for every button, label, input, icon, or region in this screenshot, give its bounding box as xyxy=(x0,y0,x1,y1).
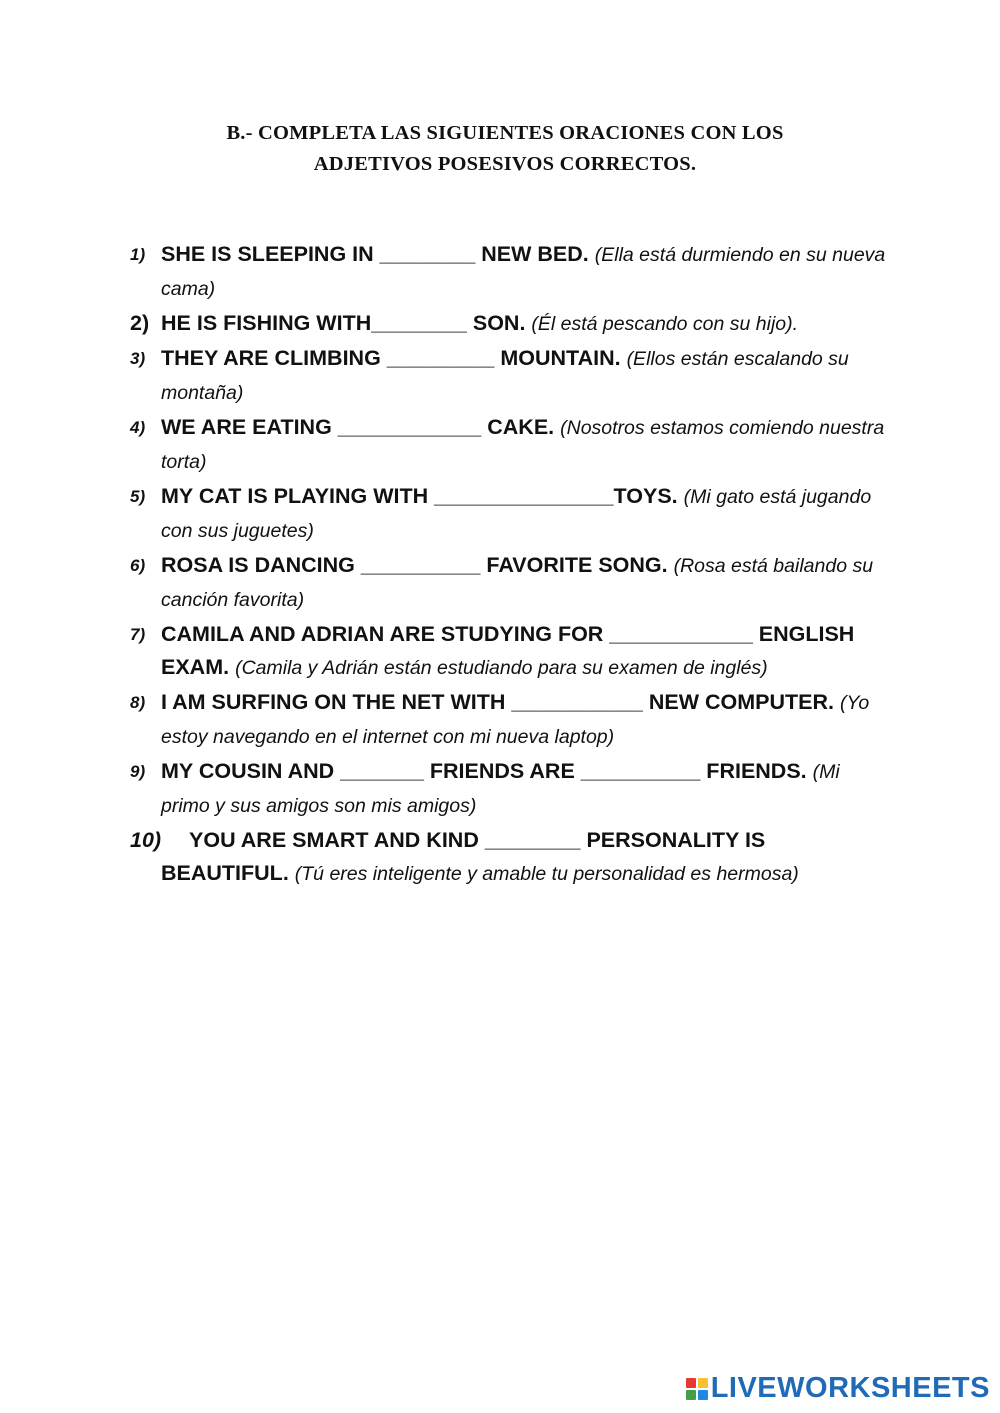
exercise-item-6 xyxy=(130,549,890,617)
exercise-item-3 xyxy=(130,342,890,410)
title-line-2: ADJETIVOS POSESIVOS CORRECTOS. xyxy=(313,153,697,175)
logo-mark-cell xyxy=(686,1390,696,1400)
exercise-item-8 xyxy=(130,686,890,754)
exercise-item-9 xyxy=(130,755,890,823)
item-translation: (Él está pescando con su hijo). xyxy=(531,313,799,335)
item-number: 2) xyxy=(130,311,150,335)
exercise-item-1 xyxy=(130,238,890,306)
page-title xyxy=(0,118,1000,180)
item-translation: (Tú eres inteligente y amable tu personalidad es hermosa) xyxy=(294,863,799,885)
item-translation: (Yo estoy navegando en el internet con mi nueva laptop) xyxy=(161,692,870,748)
item-number: 10) xyxy=(130,828,162,852)
exercise-item-10 xyxy=(130,824,890,891)
item-sentence: CAMILA AND ADRIAN ARE STUDYING FOR ____________ ENGLISH EXAM. xyxy=(161,622,855,679)
item-translation: (Ella está durmiendo en su nueva cama) xyxy=(161,244,886,300)
item-sentence: YOU ARE SMART AND KIND ________ PERSONALITY IS BEAUTIFUL. xyxy=(161,828,766,885)
item-translation: (Mi primo y sus amigos son mis amigos) xyxy=(161,761,840,817)
exercise-list xyxy=(130,238,890,892)
item-number: 8) xyxy=(130,693,146,712)
logo-mark-cell xyxy=(698,1378,708,1388)
exercise-item-4 xyxy=(130,411,890,479)
item-translation: (Rosa está bailando su canción favorita) xyxy=(161,555,874,611)
logo-mark-cell xyxy=(686,1378,696,1388)
item-number: 4) xyxy=(130,418,146,437)
item-sentence: THEY ARE CLIMBING _________ MOUNTAIN. xyxy=(161,346,621,370)
exercise-item-5 xyxy=(130,480,890,548)
logo-mark-cell xyxy=(698,1390,708,1400)
exercise-item-7 xyxy=(130,618,890,685)
item-number: 6) xyxy=(130,556,146,575)
item-number: 5) xyxy=(130,487,146,506)
item-number: 3) xyxy=(130,349,146,368)
item-sentence: ROSA IS DANCING __________ FAVORITE SONG. xyxy=(161,553,668,577)
item-translation: (Nosotros estamos comiendo nuestra torta) xyxy=(161,417,885,473)
exercise-item-2 xyxy=(130,307,890,341)
item-sentence: I AM SURFING ON THE NET WITH ___________ NEW COMPUTER. xyxy=(161,690,834,714)
liveworksheets-logo xyxy=(686,1372,990,1405)
item-translation: (Camila y Adrián están estudiando para su examen de inglés) xyxy=(235,657,768,679)
item-number: 9) xyxy=(130,762,146,781)
item-sentence: HE IS FISHING WITH________ SON. xyxy=(161,311,526,335)
item-translation: (Mi gato está jugando con sus juguetes) xyxy=(161,486,872,542)
item-sentence: MY COUSIN AND _______ FRIENDS ARE __________ FRIENDS. xyxy=(161,759,807,783)
item-sentence: MY CAT IS PLAYING WITH _______________TOYS. xyxy=(161,484,678,508)
item-number: 7) xyxy=(130,625,146,644)
logo-text: LIVEWORKSHEETS xyxy=(710,1372,990,1404)
item-number: 1) xyxy=(130,245,146,264)
title-line-1: B.- COMPLETA LAS SIGUIENTES ORACIONES CON LOS xyxy=(226,122,784,144)
item-sentence: SHE IS SLEEPING IN ________ NEW BED. xyxy=(161,242,589,266)
item-sentence: WE ARE EATING ____________ CAKE. xyxy=(161,415,555,439)
item-translation: (Ellos están escalando su montaña) xyxy=(161,348,849,404)
liveworksheets-logo-icon xyxy=(686,1378,708,1400)
